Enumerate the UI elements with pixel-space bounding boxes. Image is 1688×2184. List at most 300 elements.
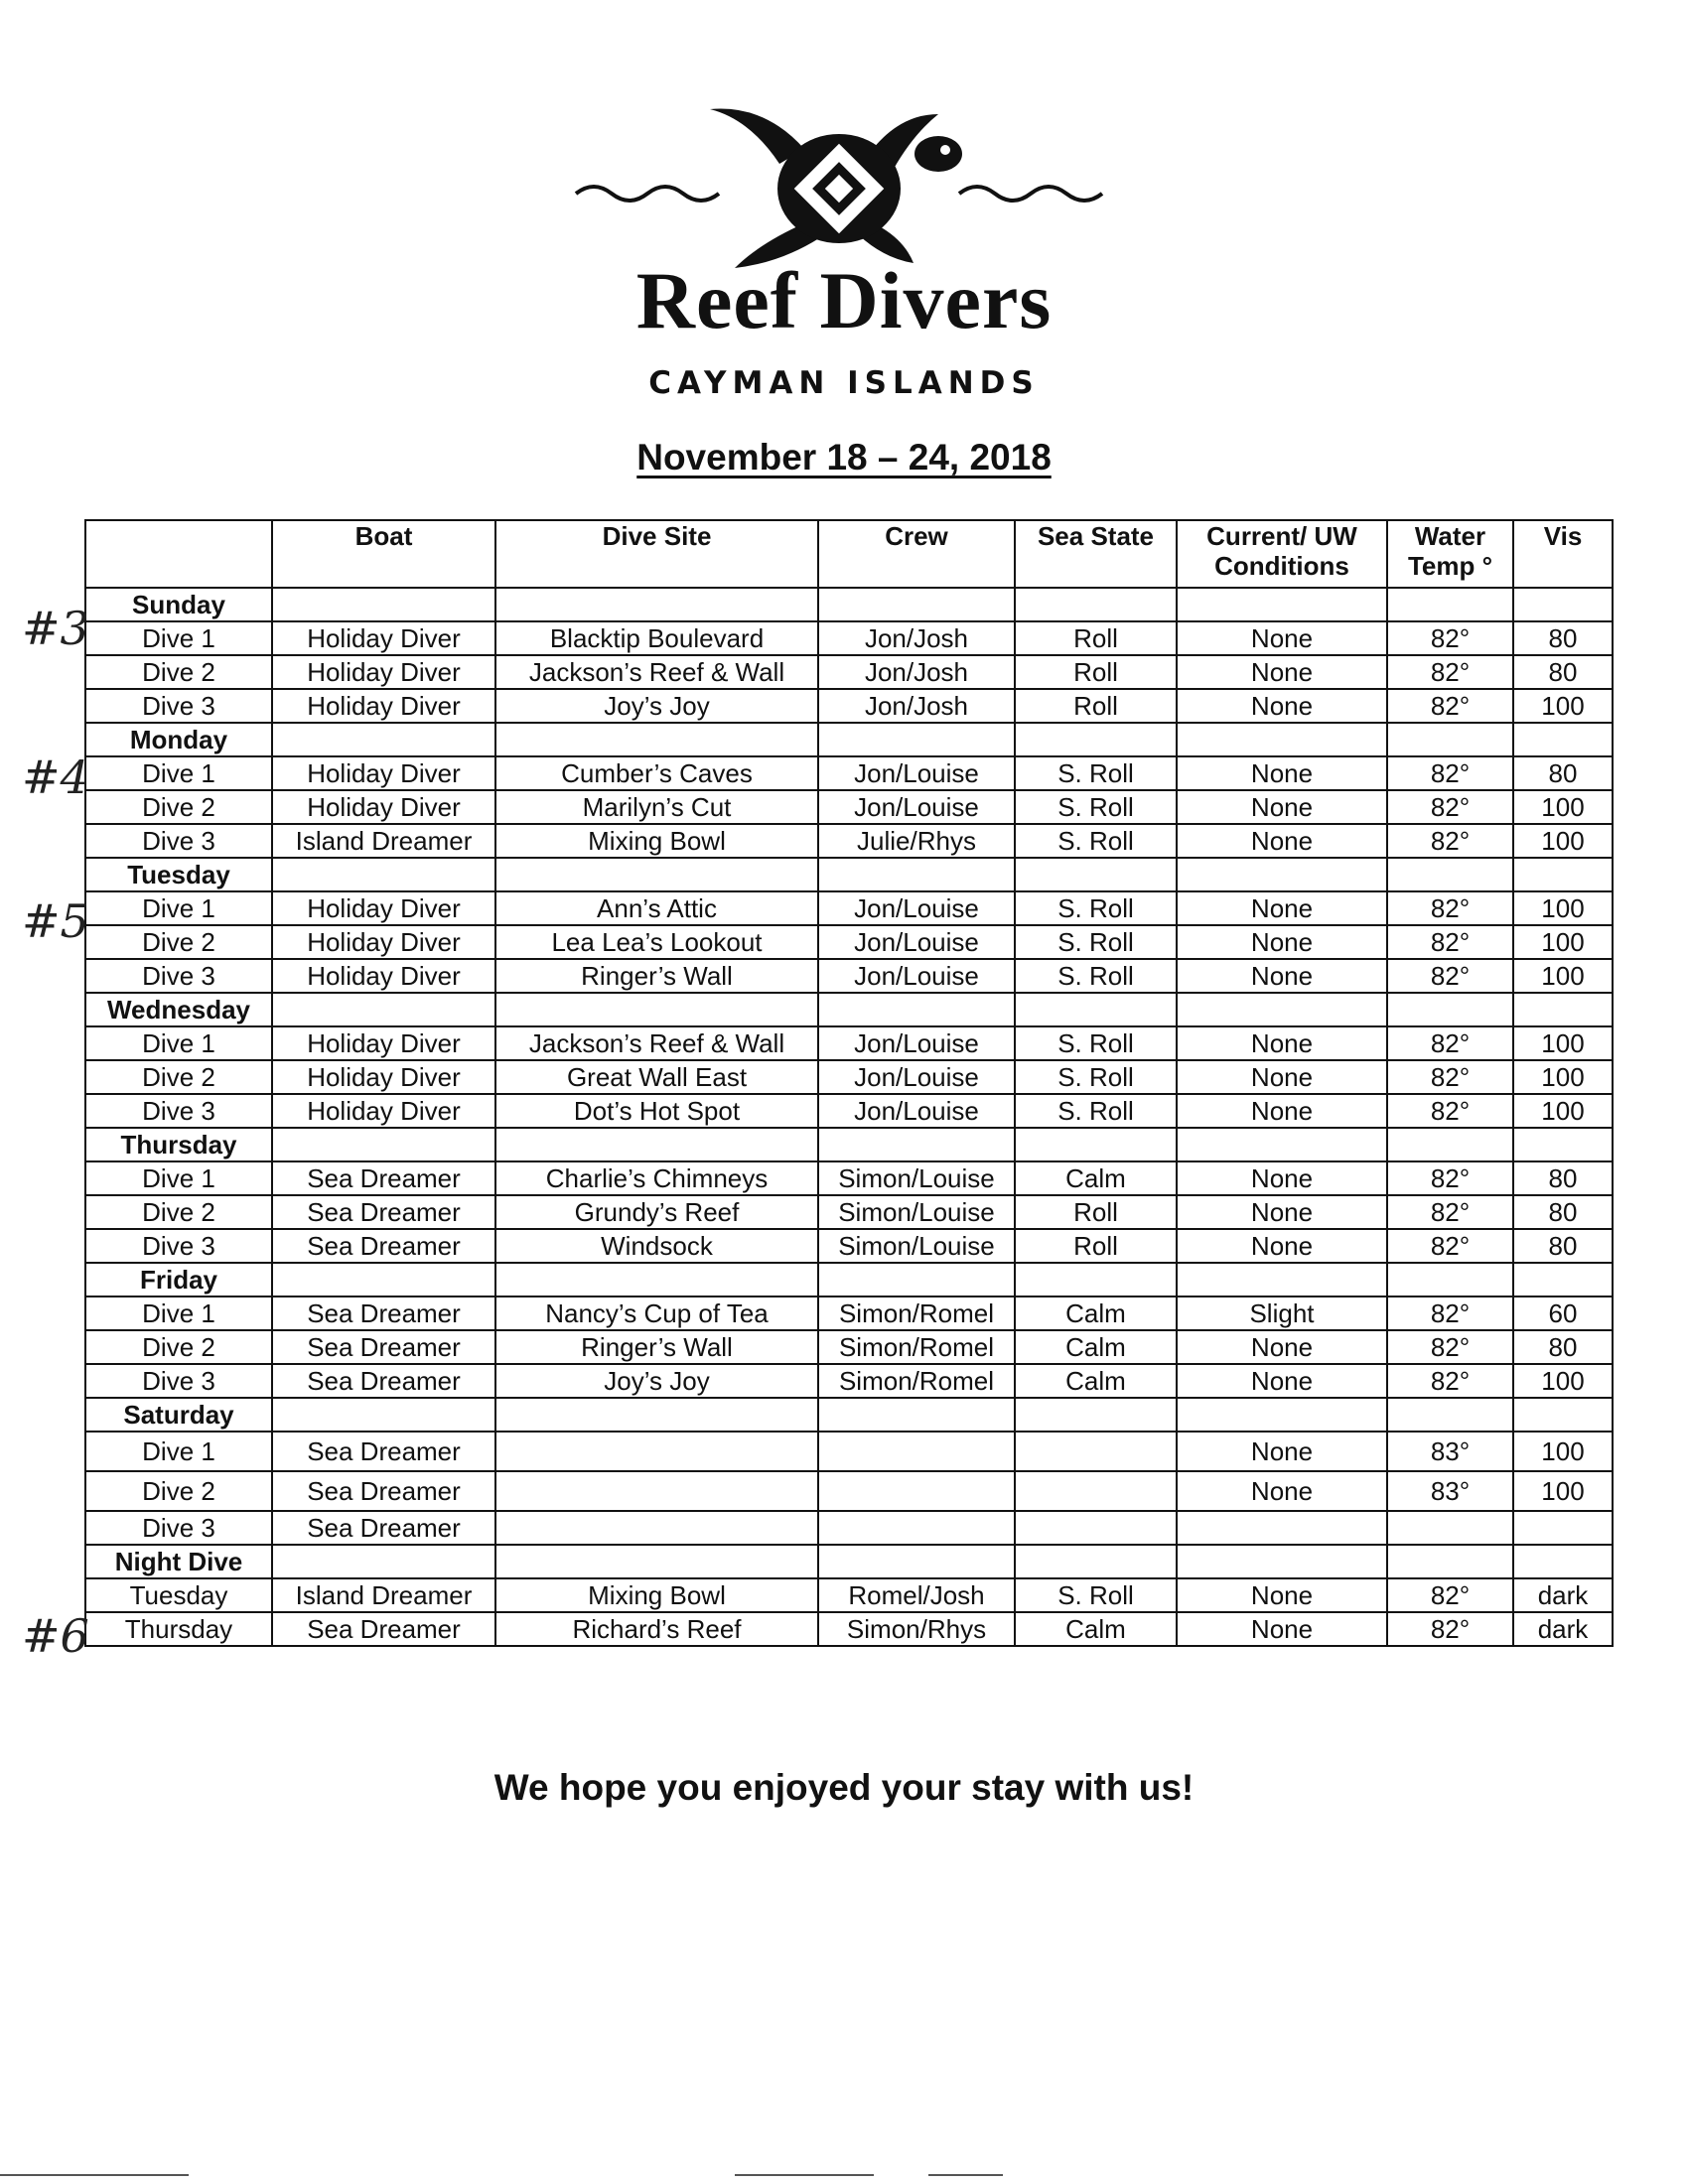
- table-cell: 100: [1513, 689, 1613, 723]
- empty-cell: [1177, 1398, 1387, 1432]
- table-cell: [1015, 1432, 1177, 1471]
- table-cell: Dive 2: [85, 1195, 272, 1229]
- table-cell: Calm: [1015, 1364, 1177, 1398]
- table-cell: Romel/Josh: [818, 1578, 1015, 1612]
- table-cell: 100: [1513, 1471, 1613, 1511]
- table-cell: Calm: [1015, 1330, 1177, 1364]
- table-cell: 80: [1513, 1330, 1613, 1364]
- table-row: [85, 790, 1613, 824]
- table-cell: Roll: [1015, 621, 1177, 655]
- day-header-row: [85, 993, 1613, 1026]
- table-body: [85, 588, 1613, 1646]
- table-cell: Holiday Diver: [272, 925, 495, 959]
- empty-cell: [1387, 588, 1513, 621]
- table-cell: Calm: [1015, 1612, 1177, 1646]
- empty-cell: [1177, 1128, 1387, 1161]
- table-cell: Holiday Diver: [272, 689, 495, 723]
- table-cell: 82°: [1387, 1161, 1513, 1195]
- table-cell: 100: [1513, 959, 1613, 993]
- table-cell: 82°: [1387, 824, 1513, 858]
- table-cell: Windsock: [495, 1229, 818, 1263]
- table-cell: [495, 1471, 818, 1511]
- table-cell: None: [1177, 621, 1387, 655]
- table-cell: Simon/Romel: [818, 1364, 1015, 1398]
- empty-cell: [818, 1263, 1015, 1297]
- table-cell: Dive 3: [85, 1229, 272, 1263]
- table-cell: 82°: [1387, 1364, 1513, 1398]
- empty-cell: [1387, 1128, 1513, 1161]
- dive-schedule-table: [84, 519, 1614, 1647]
- table-cell: Dive 1: [85, 1432, 272, 1471]
- table-cell: Marilyn’s Cut: [495, 790, 818, 824]
- table-row: [85, 1229, 1613, 1263]
- day-label: Sunday: [85, 588, 272, 621]
- scan-artifact: [928, 2174, 1003, 2176]
- table-cell: Jon/Josh: [818, 621, 1015, 655]
- table-cell: 80: [1513, 1195, 1613, 1229]
- table-cell: None: [1177, 824, 1387, 858]
- table-cell: Dive 2: [85, 1060, 272, 1094]
- empty-cell: [818, 1398, 1015, 1432]
- table-cell: Nancy’s Cup of Tea: [495, 1297, 818, 1330]
- table-cell: [818, 1432, 1015, 1471]
- table-cell: None: [1177, 1330, 1387, 1364]
- empty-cell: [1387, 723, 1513, 756]
- empty-cell: [495, 1545, 818, 1578]
- table-cell: None: [1177, 1094, 1387, 1128]
- table-cell: Mixing Bowl: [495, 824, 818, 858]
- table-cell: 82°: [1387, 925, 1513, 959]
- table-cell: Simon/Romel: [818, 1297, 1015, 1330]
- table-row: [85, 1195, 1613, 1229]
- table-cell: S. Roll: [1015, 1578, 1177, 1612]
- table-row: [85, 621, 1613, 655]
- table-cell: Roll: [1015, 689, 1177, 723]
- table-cell: Dive 3: [85, 689, 272, 723]
- table-cell: 82°: [1387, 1195, 1513, 1229]
- empty-cell: [1513, 1128, 1613, 1161]
- table-cell: 100: [1513, 1364, 1613, 1398]
- empty-cell: [272, 1263, 495, 1297]
- table-cell: Thursday: [85, 1612, 272, 1646]
- day-header-row: [85, 1263, 1613, 1297]
- table-cell: Jon/Josh: [818, 689, 1015, 723]
- table-cell: 80: [1513, 621, 1613, 655]
- table-cell: 100: [1513, 1432, 1613, 1471]
- empty-cell: [495, 723, 818, 756]
- turtle-logo-icon: [566, 94, 1122, 268]
- day-label: Monday: [85, 723, 272, 756]
- table-cell: Dive 2: [85, 655, 272, 689]
- day-header-row: [85, 588, 1613, 621]
- table-cell: Roll: [1015, 655, 1177, 689]
- table-cell: S. Roll: [1015, 1060, 1177, 1094]
- table-cell: 80: [1513, 756, 1613, 790]
- empty-cell: [272, 588, 495, 621]
- table-row: [85, 1297, 1613, 1330]
- empty-cell: [1387, 1545, 1513, 1578]
- empty-cell: [1513, 1545, 1613, 1578]
- table-cell: Calm: [1015, 1161, 1177, 1195]
- table-cell: Joy’s Joy: [495, 689, 818, 723]
- table-cell: None: [1177, 1195, 1387, 1229]
- empty-cell: [272, 858, 495, 891]
- table-cell: S. Roll: [1015, 925, 1177, 959]
- table-cell: Sea Dreamer: [272, 1297, 495, 1330]
- table-cell: Holiday Diver: [272, 655, 495, 689]
- table-cell: 82°: [1387, 756, 1513, 790]
- table-cell: Dive 3: [85, 1511, 272, 1545]
- day-label: Friday: [85, 1263, 272, 1297]
- table-cell: 82°: [1387, 1094, 1513, 1128]
- table-cell: Jon/Louise: [818, 790, 1015, 824]
- table-cell: Charlie’s Chimneys: [495, 1161, 818, 1195]
- table-cell: None: [1177, 689, 1387, 723]
- table-cell: Dive 1: [85, 1026, 272, 1060]
- table-cell: [818, 1471, 1015, 1511]
- table-cell: Dive 2: [85, 925, 272, 959]
- day-label: Tuesday: [85, 858, 272, 891]
- column-header: Water Temp °: [1387, 520, 1513, 588]
- column-header: [85, 520, 272, 588]
- table-cell: Sea Dreamer: [272, 1612, 495, 1646]
- table-cell: 82°: [1387, 1060, 1513, 1094]
- empty-cell: [1015, 588, 1177, 621]
- table-cell: 82°: [1387, 1330, 1513, 1364]
- table-row: [85, 1612, 1613, 1646]
- handwritten-note: #6: [22, 1609, 89, 1663]
- table-row: [85, 1330, 1613, 1364]
- table-cell: None: [1177, 790, 1387, 824]
- table-cell: Dive 1: [85, 1161, 272, 1195]
- table-cell: 100: [1513, 1094, 1613, 1128]
- table-cell: Jon/Louise: [818, 1060, 1015, 1094]
- table-cell: Dive 3: [85, 824, 272, 858]
- empty-cell: [272, 1128, 495, 1161]
- empty-cell: [1387, 993, 1513, 1026]
- table-cell: 82°: [1387, 689, 1513, 723]
- empty-cell: [1015, 858, 1177, 891]
- table-cell: Holiday Diver: [272, 959, 495, 993]
- table-cell: Sea Dreamer: [272, 1195, 495, 1229]
- table-cell: Dive 1: [85, 756, 272, 790]
- table-cell: Holiday Diver: [272, 790, 495, 824]
- table-cell: None: [1177, 1612, 1387, 1646]
- empty-cell: [1177, 723, 1387, 756]
- table-row: [85, 1060, 1613, 1094]
- table-cell: 82°: [1387, 891, 1513, 925]
- table-cell: Dive 3: [85, 1364, 272, 1398]
- table-cell: Tuesday: [85, 1578, 272, 1612]
- table-cell: S. Roll: [1015, 1026, 1177, 1060]
- table-cell: Dive 1: [85, 621, 272, 655]
- table-cell: None: [1177, 655, 1387, 689]
- table-cell: Sea Dreamer: [272, 1161, 495, 1195]
- table-cell: Mixing Bowl: [495, 1578, 818, 1612]
- empty-cell: [818, 1545, 1015, 1578]
- empty-cell: [1177, 993, 1387, 1026]
- table-cell: None: [1177, 1229, 1387, 1263]
- empty-cell: [818, 858, 1015, 891]
- table-cell: None: [1177, 1471, 1387, 1511]
- empty-cell: [1513, 723, 1613, 756]
- column-header: Crew: [818, 520, 1015, 588]
- table-row: [85, 891, 1613, 925]
- empty-cell: [495, 588, 818, 621]
- table-cell: 80: [1513, 655, 1613, 689]
- brand-name: Reef Divers: [635, 255, 1053, 345]
- table-cell: 82°: [1387, 959, 1513, 993]
- table-cell: None: [1177, 1060, 1387, 1094]
- empty-cell: [1177, 1545, 1387, 1578]
- table-cell: Holiday Diver: [272, 1060, 495, 1094]
- empty-cell: [495, 1263, 818, 1297]
- table-cell: None: [1177, 1432, 1387, 1471]
- table-cell: Roll: [1015, 1229, 1177, 1263]
- empty-cell: [1387, 858, 1513, 891]
- empty-cell: [272, 993, 495, 1026]
- table-cell: Roll: [1015, 1195, 1177, 1229]
- table-cell: 80: [1513, 1229, 1613, 1263]
- empty-cell: [1387, 1398, 1513, 1432]
- table-cell: Slight: [1177, 1297, 1387, 1330]
- empty-cell: [272, 723, 495, 756]
- table-cell: Jon/Louise: [818, 925, 1015, 959]
- handwritten-note: #5: [22, 894, 89, 948]
- table-cell: 82°: [1387, 621, 1513, 655]
- table-cell: Simon/Rhys: [818, 1612, 1015, 1646]
- empty-cell: [1015, 993, 1177, 1026]
- scan-artifact: [0, 2174, 189, 2176]
- table-cell: Jon/Louise: [818, 1026, 1015, 1060]
- table-row: [85, 1364, 1613, 1398]
- empty-cell: [495, 1398, 818, 1432]
- day-label: Night Dive: [85, 1545, 272, 1578]
- table-cell: None: [1177, 959, 1387, 993]
- empty-cell: [1015, 723, 1177, 756]
- table-cell: Dive 3: [85, 1094, 272, 1128]
- empty-cell: [818, 993, 1015, 1026]
- table-cell: Grundy’s Reef: [495, 1195, 818, 1229]
- table-cell: Great Wall East: [495, 1060, 818, 1094]
- table-cell: 82°: [1387, 1612, 1513, 1646]
- table-cell: Simon/Louise: [818, 1195, 1015, 1229]
- table-row: [85, 1511, 1613, 1545]
- table-cell: Dive 3: [85, 959, 272, 993]
- table-cell: Jackson’s Reef & Wall: [495, 1026, 818, 1060]
- table-cell: Ann’s Attic: [495, 891, 818, 925]
- table-cell: Julie/Rhys: [818, 824, 1015, 858]
- empty-cell: [1015, 1398, 1177, 1432]
- table-cell: S. Roll: [1015, 756, 1177, 790]
- empty-cell: [1513, 858, 1613, 891]
- table-cell: 82°: [1387, 1026, 1513, 1060]
- empty-cell: [1387, 1263, 1513, 1297]
- table-cell: Sea Dreamer: [272, 1330, 495, 1364]
- column-header: Vis: [1513, 520, 1613, 588]
- table-cell: 100: [1513, 824, 1613, 858]
- table-cell: 82°: [1387, 1578, 1513, 1612]
- table-cell: [1015, 1511, 1177, 1545]
- table-cell: S. Roll: [1015, 891, 1177, 925]
- table-cell: Holiday Diver: [272, 621, 495, 655]
- table-cell: Jon/Louise: [818, 891, 1015, 925]
- table-cell: Simon/Romel: [818, 1330, 1015, 1364]
- empty-cell: [818, 588, 1015, 621]
- day-header-row: [85, 1128, 1613, 1161]
- empty-cell: [818, 1128, 1015, 1161]
- table-cell: Dot’s Hot Spot: [495, 1094, 818, 1128]
- day-header-row: [85, 1398, 1613, 1432]
- table-cell: Sea Dreamer: [272, 1364, 495, 1398]
- table-cell: Jon/Louise: [818, 756, 1015, 790]
- table-row: [85, 959, 1613, 993]
- table-cell: Blacktip Boulevard: [495, 621, 818, 655]
- table-cell: S. Roll: [1015, 1094, 1177, 1128]
- table-cell: Dive 2: [85, 790, 272, 824]
- table-row: [85, 1161, 1613, 1195]
- day-label: Thursday: [85, 1128, 272, 1161]
- table-cell: 82°: [1387, 1229, 1513, 1263]
- empty-cell: [1177, 858, 1387, 891]
- table-cell: 100: [1513, 790, 1613, 824]
- column-header: Sea State: [1015, 520, 1177, 588]
- table-cell: [495, 1511, 818, 1545]
- brand-location: CAYMAN ISLANDS: [648, 365, 1040, 401]
- table-cell: None: [1177, 1364, 1387, 1398]
- table-cell: S. Roll: [1015, 824, 1177, 858]
- table-cell: Sea Dreamer: [272, 1229, 495, 1263]
- day-header-row: [85, 858, 1613, 891]
- table-cell: dark: [1513, 1612, 1613, 1646]
- table-cell: Jon/Louise: [818, 959, 1015, 993]
- table-cell: Island Dreamer: [272, 824, 495, 858]
- table-cell: [1387, 1511, 1513, 1545]
- empty-cell: [1513, 1263, 1613, 1297]
- table-row: [85, 1432, 1613, 1471]
- table-cell: 100: [1513, 1026, 1613, 1060]
- table-row: [85, 824, 1613, 858]
- empty-cell: [272, 1545, 495, 1578]
- empty-cell: [495, 858, 818, 891]
- table-cell: [1015, 1471, 1177, 1511]
- empty-cell: [1015, 1128, 1177, 1161]
- empty-cell: [1513, 588, 1613, 621]
- table-cell: Ringer’s Wall: [495, 1330, 818, 1364]
- empty-cell: [495, 1128, 818, 1161]
- table-row: [85, 1094, 1613, 1128]
- table-cell: [818, 1511, 1015, 1545]
- table-cell: Sea Dreamer: [272, 1511, 495, 1545]
- table-cell: Holiday Diver: [272, 756, 495, 790]
- empty-cell: [1177, 1263, 1387, 1297]
- day-label: Saturday: [85, 1398, 272, 1432]
- table-cell: Sea Dreamer: [272, 1432, 495, 1471]
- table-cell: None: [1177, 1026, 1387, 1060]
- table-cell: Cumber’s Caves: [495, 756, 818, 790]
- table-cell: [495, 1432, 818, 1471]
- day-header-row: [85, 723, 1613, 756]
- closing-message: We hope you enjoyed your stay with us!: [493, 1767, 1195, 1808]
- table-cell: Joy’s Joy: [495, 1364, 818, 1398]
- table-row: [85, 1026, 1613, 1060]
- column-header: Current/ UW Conditions: [1177, 520, 1387, 588]
- table-row: [85, 689, 1613, 723]
- empty-cell: [818, 723, 1015, 756]
- table-cell: None: [1177, 756, 1387, 790]
- table-cell: S. Roll: [1015, 790, 1177, 824]
- empty-cell: [495, 993, 818, 1026]
- empty-cell: [1513, 1398, 1613, 1432]
- table-row: [85, 1578, 1613, 1612]
- table-cell: 82°: [1387, 655, 1513, 689]
- table-cell: 82°: [1387, 790, 1513, 824]
- table-cell: 80: [1513, 1161, 1613, 1195]
- table-row: [85, 925, 1613, 959]
- table-cell: Dive 2: [85, 1330, 272, 1364]
- table-row: [85, 756, 1613, 790]
- table-cell: 100: [1513, 925, 1613, 959]
- table-cell: Sea Dreamer: [272, 1471, 495, 1511]
- table-cell: 82°: [1387, 1297, 1513, 1330]
- table-cell: Jackson’s Reef & Wall: [495, 655, 818, 689]
- table-cell: 83°: [1387, 1432, 1513, 1471]
- table-cell: 100: [1513, 1060, 1613, 1094]
- column-header: Dive Site: [495, 520, 818, 588]
- table-cell: dark: [1513, 1578, 1613, 1612]
- day-header-row: [85, 1545, 1613, 1578]
- table-cell: Island Dreamer: [272, 1578, 495, 1612]
- scan-artifact: [735, 2174, 874, 2176]
- table-cell: Richard’s Reef: [495, 1612, 818, 1646]
- table-cell: Dive 1: [85, 891, 272, 925]
- table-cell: Holiday Diver: [272, 891, 495, 925]
- table-header-row: [85, 520, 1613, 588]
- table-cell: Ringer’s Wall: [495, 959, 818, 993]
- table-cell: None: [1177, 925, 1387, 959]
- table-cell: None: [1177, 1161, 1387, 1195]
- table-row: [85, 1471, 1613, 1511]
- table-cell: Dive 2: [85, 1471, 272, 1511]
- table-cell: [1177, 1511, 1387, 1545]
- empty-cell: [272, 1398, 495, 1432]
- table-cell: [1513, 1511, 1613, 1545]
- table-cell: Simon/Louise: [818, 1229, 1015, 1263]
- handwritten-note: #3: [22, 602, 89, 655]
- table-cell: 83°: [1387, 1471, 1513, 1511]
- empty-cell: [1513, 993, 1613, 1026]
- empty-cell: [1177, 588, 1387, 621]
- table-cell: Simon/Louise: [818, 1161, 1015, 1195]
- table-cell: S. Roll: [1015, 959, 1177, 993]
- table-cell: Holiday Diver: [272, 1026, 495, 1060]
- column-header: Boat: [272, 520, 495, 588]
- table-row: [85, 655, 1613, 689]
- table-cell: 60: [1513, 1297, 1613, 1330]
- table-cell: Holiday Diver: [272, 1094, 495, 1128]
- empty-cell: [1015, 1263, 1177, 1297]
- table-cell: None: [1177, 1578, 1387, 1612]
- table-cell: Dive 1: [85, 1297, 272, 1330]
- empty-cell: [1015, 1545, 1177, 1578]
- day-label: Wednesday: [85, 993, 272, 1026]
- table-cell: None: [1177, 891, 1387, 925]
- schedule-dates: November 18 – 24, 2018: [636, 437, 1052, 478]
- table-cell: 100: [1513, 891, 1613, 925]
- table-cell: Jon/Josh: [818, 655, 1015, 689]
- table-cell: Jon/Louise: [818, 1094, 1015, 1128]
- table-cell: Calm: [1015, 1297, 1177, 1330]
